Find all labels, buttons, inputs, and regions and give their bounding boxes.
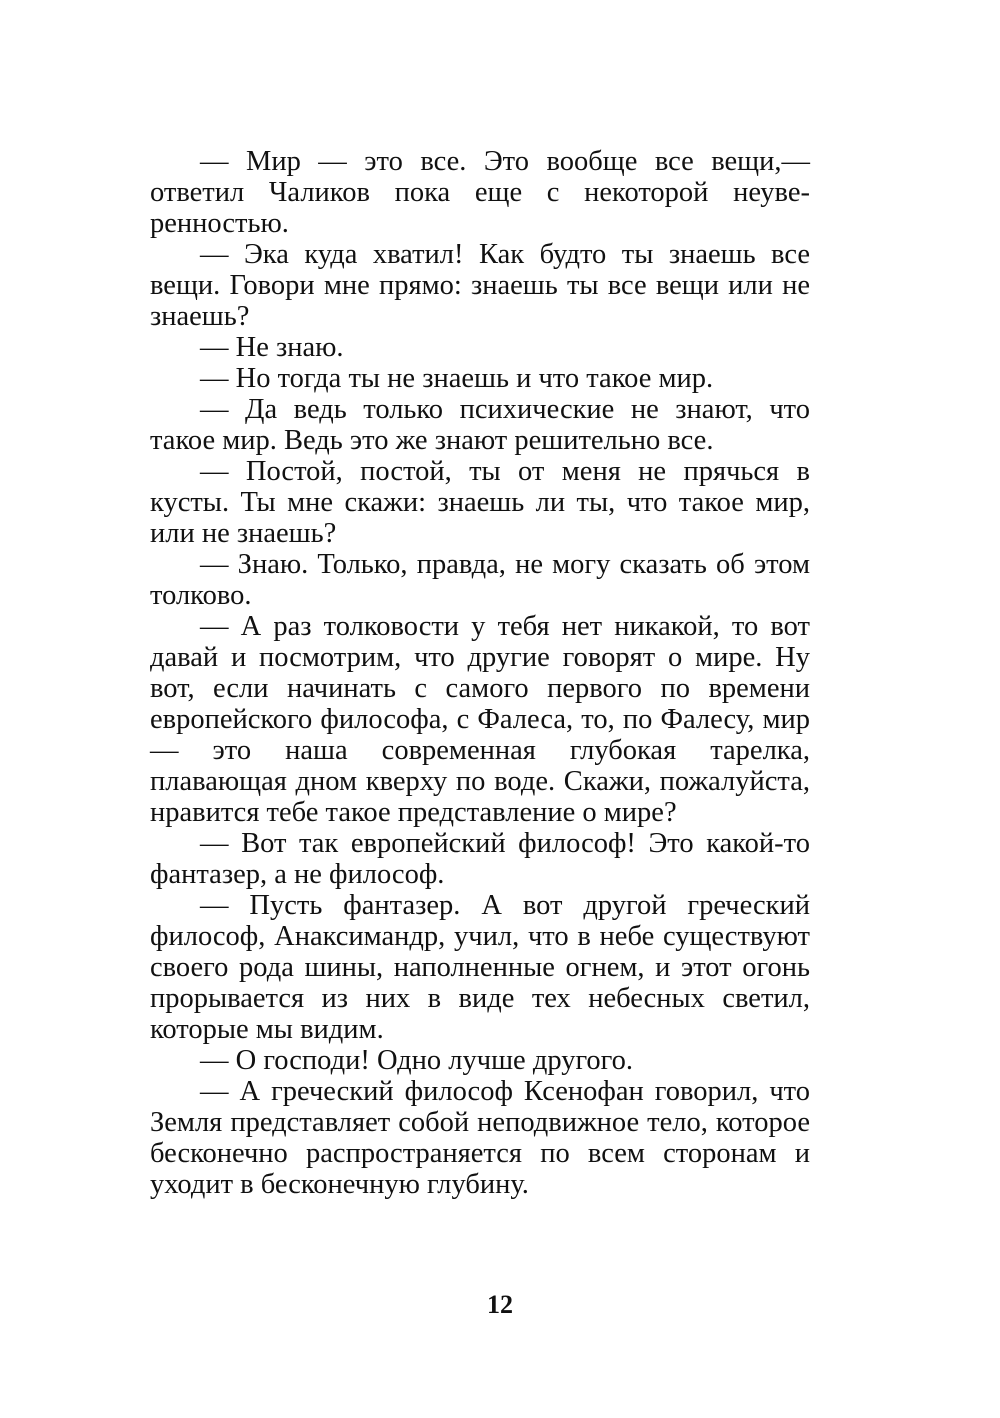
paragraph: — Да ведь только психические не знают, что такое мир. Ведь это же знают решительно все. bbox=[150, 394, 810, 456]
paragraph: — Постой, постой, ты от меня не прячься в кусты. Ты мне скажи: знаешь ли ты, что такое мир, или не знаешь? bbox=[150, 456, 810, 549]
paragraph: — Эка куда хватил! Как будто ты знаешь все вещи. Говори мне прямо: знаешь ты все вещи или не знаешь? bbox=[150, 239, 810, 332]
paragraph: — Вот так европейский философ! Это какой-то фантазер, а не философ. bbox=[150, 828, 810, 890]
paragraph: — Но тогда ты не знаешь и что такое мир. bbox=[200, 363, 714, 394]
paragraph: — О господи! Одно лучше другого. bbox=[200, 1045, 634, 1076]
paragraph: — Не знаю. bbox=[200, 332, 344, 363]
paragraph: — А греческий философ Ксенофан говорил, что Земля представляет собой неподвижное тело, которое бесконечно распространяется по всем сторонам и уходит в бесконечную глубину. bbox=[150, 1076, 810, 1200]
page-text bbox=[150, 146, 810, 1200]
page-number: 12 bbox=[487, 1290, 513, 1319]
paragraph: — Пусть фантазер. А вот другой греческий философ, Анаксимандр, учил, что в небе существуют своего рода шины, наполненные огнем, и этот огонь прорывается из них в виде тех небесных светил, которые мы видим. bbox=[150, 890, 810, 1045]
paragraph: — А раз толковости у тебя нет никакой, то вот давай и посмотрим, что другие говорят о мире. Ну вот, если начинать с самого первого по времени европейского философа, с Фалеса, то, по Фалесу, мир — это наша современная глубокая тарелка, плавающая дном кверху по воде. Скажи, пожалуйста, нравится тебе такое представление о мире? bbox=[150, 611, 810, 828]
paragraph: — Знаю. Только, правда, не могу сказать об этом толково. bbox=[150, 549, 810, 611]
paragraph: — Мир — это все. Это вообще все вещи,— ответил Чаликов пока еще с некоторой неуверенностью. bbox=[150, 146, 810, 239]
